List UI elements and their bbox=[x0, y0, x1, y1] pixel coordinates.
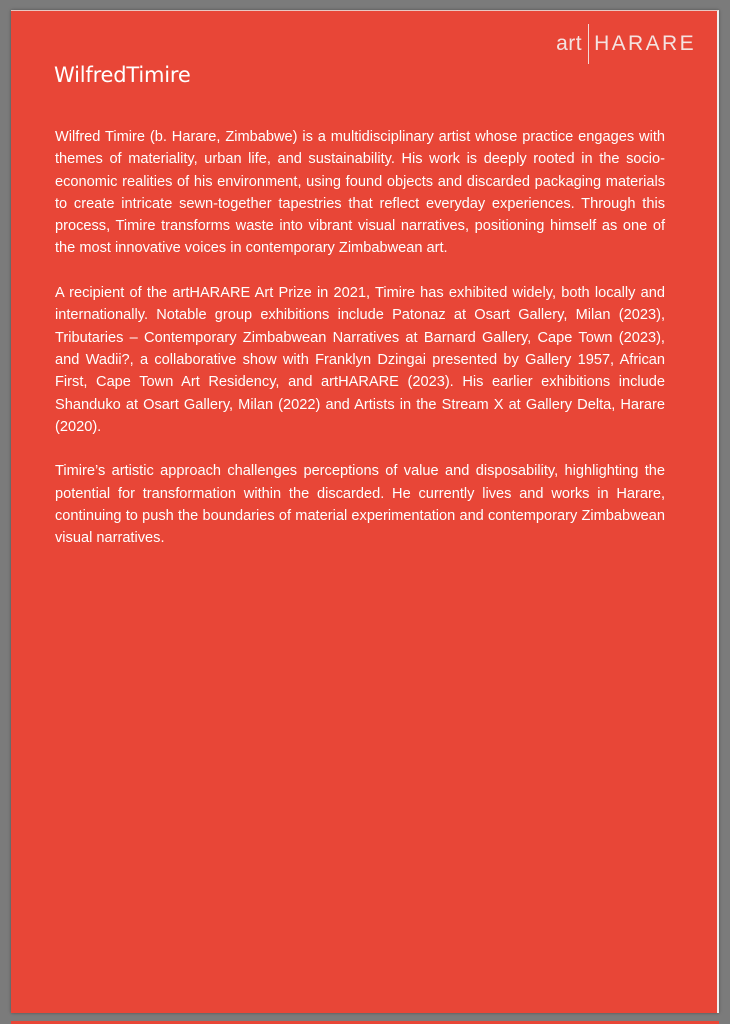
document-body bbox=[55, 126, 665, 572]
logo-divider bbox=[588, 24, 589, 64]
logo-suffix: HARARE bbox=[594, 32, 696, 55]
logo-prefix: art bbox=[556, 32, 583, 55]
paragraph-approach: Timire’s artistic approach challenges perceptions of value and disposability, highlighting the potential for transformation within the discarded. He currently lives and works in Harare, continuing to push the boundaries of material experimentation and contemporary Zimbabwean visual narratives. bbox=[55, 463, 665, 547]
artharare-logo bbox=[556, 24, 696, 64]
paragraph-intro: Wilfred Timire (b. Harare, Zimbabwe) is a multidisciplinary artist whose practice engages with themes of materiality, urban life, and sustainability. His work is deeply rooted in the socio-economic realities of his environment, using found objects and discarded packaging materials to create intricate sewn-together tapestries that reflect everyday experiences. Through this process, Timire transforms waste into vibrant visual narratives, positioning himself as one of the most innovative voices in contemporary Zimbabwean art. bbox=[55, 129, 665, 257]
document-page bbox=[11, 10, 719, 1013]
page-title: WilfredTimire bbox=[54, 63, 191, 87]
paragraph-exhibitions: A recipient of the artHARARE Art Prize in 2021, Timire has exhibited widely, both locally and internationally. Notable group exhibitions include Patonaz at Osart Gallery, Milan (2023), Tributaries – Contemporary Zimbabwean Narratives at Barnard Gallery, Cape Town (2023), and Wadii?, a collaborative show with Franklyn Dzingai presented by Gallery 1957, African First, Cape Town Art Residency, and artHARARE (2023). His earlier exhibitions include Shanduko at Osart Gallery, Milan (2022) and Artists in the Stream X at Gallery Delta, Harare (2020). bbox=[55, 285, 665, 435]
